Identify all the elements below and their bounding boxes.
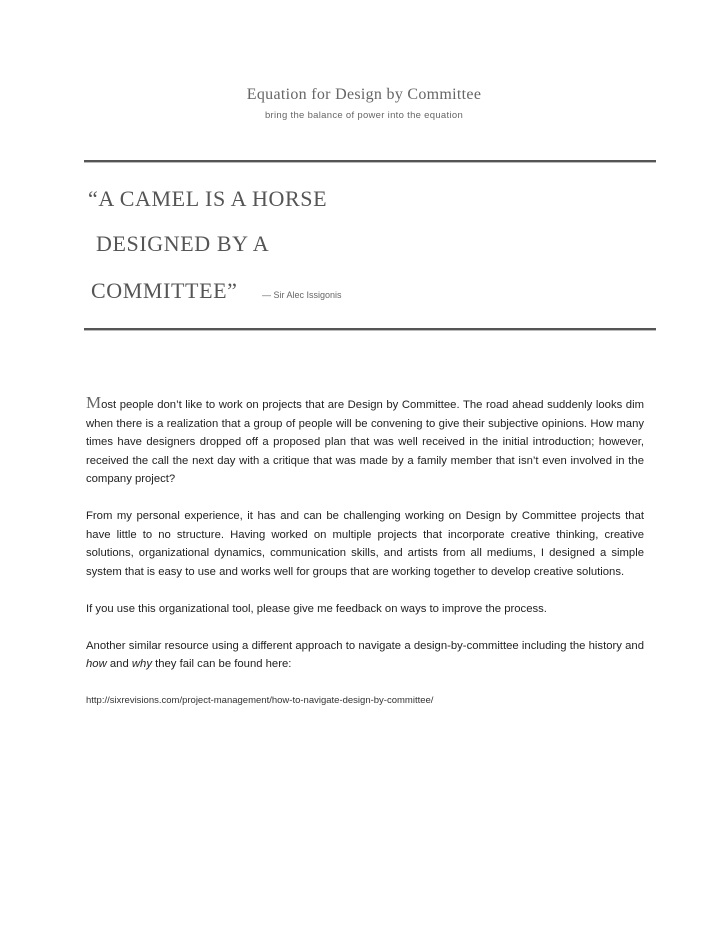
paragraph-experience: From my personal experience, it has and can be challenging working on Design by Committee projects that have little to no structure. Having worked on multiple projects that incorporate creative thinking, creative solutions, organizational dynamics, communication skills, and artists from all mediums, I designed a simple system that is easy to use and works well for groups that are working together to develop creative solutions.	[86, 510, 644, 578]
resource-emphasis-why: why	[131, 658, 152, 670]
resource-text-2: and	[106, 658, 132, 670]
resource-emphasis-how: how	[86, 658, 107, 670]
resource-text-1: Another similar resource using a different approach to navigate a design-by-committee including the history and	[86, 639, 644, 652]
quote-line-3: COMMITTEE”	[91, 278, 238, 303]
quote-line-2: DESIGNED BY A	[96, 231, 270, 256]
top-divider	[84, 160, 656, 163]
quote-line-1: “A CAMEL IS A HORSE	[88, 186, 328, 211]
bottom-divider	[84, 328, 656, 331]
paragraph-intro	[86, 394, 644, 489]
resource-link[interactable]: http://sixrevisions.com/project-management/how-to-navigate-design-by-committee/	[86, 695, 434, 706]
resource-text-3: they fail can be found here:	[151, 658, 292, 670]
body-text	[86, 394, 644, 729]
page-title: Equation for Design by Committee	[246, 86, 482, 103]
paragraph-resource	[86, 637, 644, 674]
paragraph-feedback: If you use this organizational tool, please give me feedback on ways to improve the process.	[86, 602, 547, 615]
paragraph-intro-text: ost people don’t like to work on projects that are Design by Committee. The road ahead suddenly looks dim when there is a realization that a group of people will be convening to give their subjective opinions. How many times have designers dropped off a proposed plan that was well received in the initial introduction; however, received the call the next day with a critique that was made by a family member that isn’t even involved in the company project?	[86, 399, 644, 485]
drop-cap: M	[86, 393, 102, 412]
page-subtitle: bring the balance of power into the equation	[264, 110, 464, 121]
quote-attribution: — Sir Alec Issigonis	[262, 290, 342, 300]
